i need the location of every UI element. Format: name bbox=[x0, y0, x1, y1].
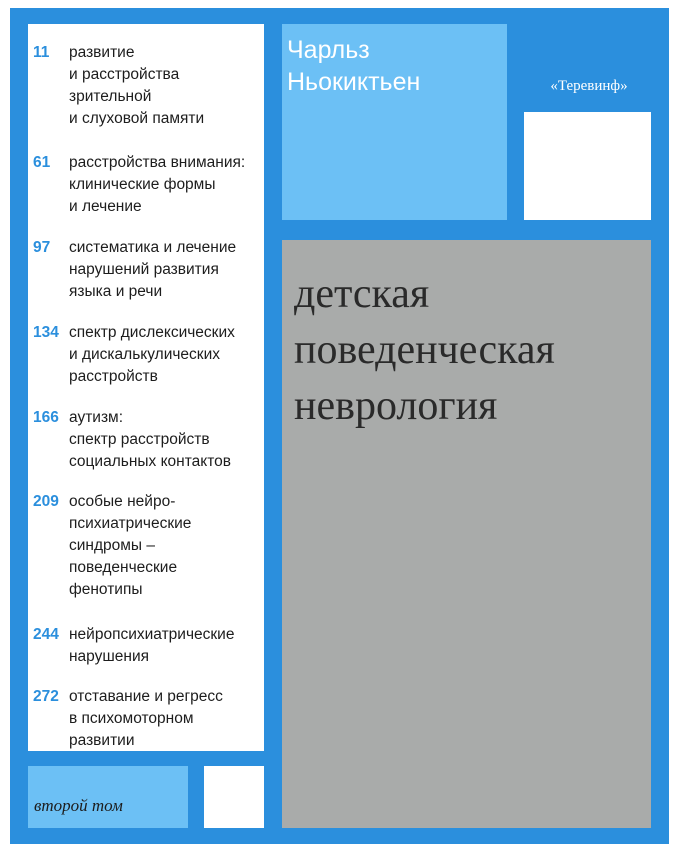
contents-title: систематика и лечение нарушений развития языка и речи bbox=[69, 239, 237, 300]
decorative-square bbox=[204, 766, 264, 828]
table-of-contents bbox=[28, 24, 264, 751]
contents-title: особые нейро- психиатрические синдромы – поведенческие фенотипы bbox=[69, 493, 192, 598]
contents-page-number: 61 bbox=[33, 154, 51, 171]
contents-page-number: 97 bbox=[33, 239, 51, 256]
book-title: детская поведенческая неврология bbox=[294, 271, 555, 429]
volume-box bbox=[28, 766, 188, 828]
title-panel bbox=[282, 240, 651, 828]
contents-page-number: 209 bbox=[33, 493, 59, 510]
contents-page-number: 134 bbox=[33, 324, 59, 341]
contents-title: аутизм: спектр расстройств социальных контактов bbox=[69, 409, 231, 470]
contents-title: отставание и регресс в психомоторном развитии bbox=[69, 688, 223, 749]
contents-title: нейропсихиатрические нарушения bbox=[69, 626, 235, 665]
contents-page-number: 272 bbox=[33, 688, 59, 705]
contents-page-number: 166 bbox=[33, 409, 59, 426]
volume-label: второй том bbox=[34, 796, 123, 815]
decorative-square bbox=[524, 112, 651, 220]
contents-title: расстройства внимания: клинические формы и лечение bbox=[69, 154, 246, 215]
contents-title: развитие и расстройства зрительной и слуховой памяти bbox=[69, 44, 205, 127]
contents-page-number: 244 bbox=[33, 626, 59, 643]
publisher-name: «Теревинф» bbox=[550, 78, 628, 94]
book-cover bbox=[10, 8, 669, 844]
author-box bbox=[282, 24, 507, 220]
author-name: Чарльз Ньокиктьен bbox=[287, 36, 421, 96]
contents-page-number: 11 bbox=[33, 44, 50, 61]
contents-title: спектр дислексических и дискалькулических расстройств bbox=[69, 324, 235, 385]
